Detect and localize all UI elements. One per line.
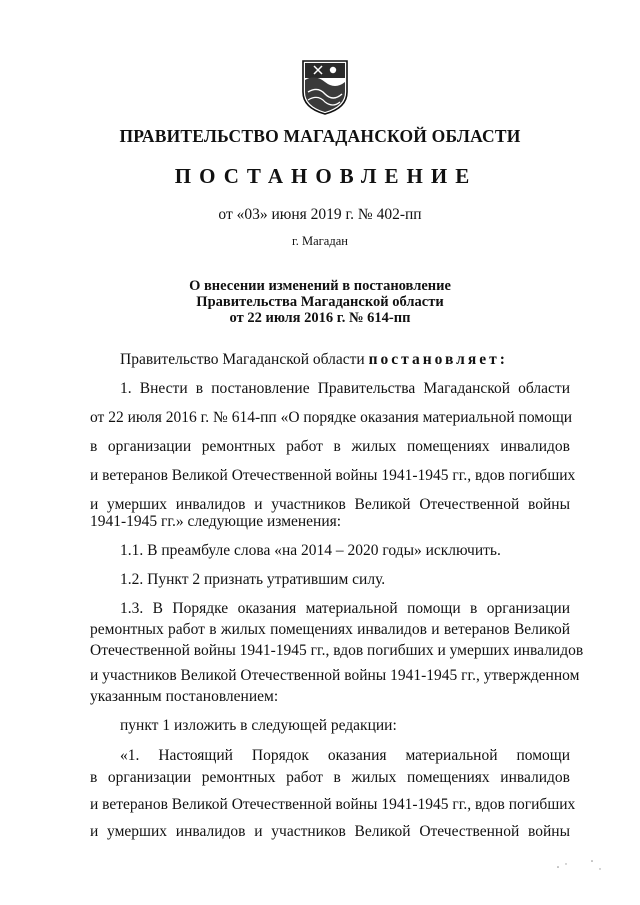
subject-line: Правительства Магаданской области — [196, 294, 444, 310]
body-line: и умерших инвалидов и участников Великой Отечественной войны — [90, 496, 570, 513]
document-subject — [0, 278, 640, 326]
body-line: в организации ремонтных работ в жилых помещениях инвалидов — [90, 769, 570, 786]
subject-line: О внесении изменений в постановление — [189, 278, 451, 294]
body-line: пункт 1 изложить в следующей редакции: — [120, 717, 397, 734]
preamble-verb: постановляет: — [368, 351, 508, 368]
body-line: 1941-1945 гг.» следующие изменения: — [90, 513, 342, 530]
government-title: ПРАВИТЕЛЬСТВО МАГАДАНСКОЙ ОБЛАСТИ — [119, 126, 521, 146]
body-line: 1.2. Пункт 2 признать утратившим силу. — [120, 571, 386, 588]
body-line: и участников Великой Отечественной войны 1941-1945 гг., утвержденном — [90, 667, 580, 684]
body-line: и ветеранов Великой Отечественной войны 1941-1945 гг., вдов погибших — [90, 467, 576, 484]
coat-of-arms-icon — [300, 58, 350, 116]
document-type-heading: ПОСТАНОВЛЕНИЕ — [174, 164, 478, 188]
body-line: указанным постановлением: — [90, 688, 279, 705]
document-date-number: от «03» июня 2019 г. № 402-пп — [218, 206, 422, 223]
body-line: и ветеранов Великой Отечественной войны 1941-1945 гг., вдов погибших — [90, 796, 576, 813]
document-city: г. Магадан — [292, 234, 348, 248]
body-line: «1. Настоящий Порядок оказания материальной помощи — [120, 747, 570, 764]
body-line: 1.3. В Порядке оказания материальной помощи в организации — [120, 600, 570, 617]
preamble-line — [90, 350, 570, 370]
body-line: 1. Внести в постановление Правительства Магаданской области — [120, 380, 570, 397]
scan-artifact — [552, 855, 612, 875]
body-line: 1.1. В преамбуле слова «на 2014 – 2020 годы» исключить. — [120, 542, 501, 559]
preamble-text: Правительство Магаданской области — [120, 351, 365, 368]
body-line: от 22 июля 2016 г. № 614-пп «О порядке оказания материальной помощи — [90, 409, 573, 426]
subject-line: от 22 июля 2016 г. № 614-пп — [229, 310, 411, 326]
body-line: и умерших инвалидов и участников Великой Отечественной войны — [90, 823, 570, 840]
body-line: в организации ремонтных работ в жилых помещениях инвалидов — [90, 438, 570, 455]
body-line: Отечественной войны 1941-1945 гг., вдов погибших и умерших инвалидов — [90, 642, 584, 659]
body-line: ремонтных работ в жилых помещениях инвалидов и ветеранов Великой — [90, 621, 570, 638]
